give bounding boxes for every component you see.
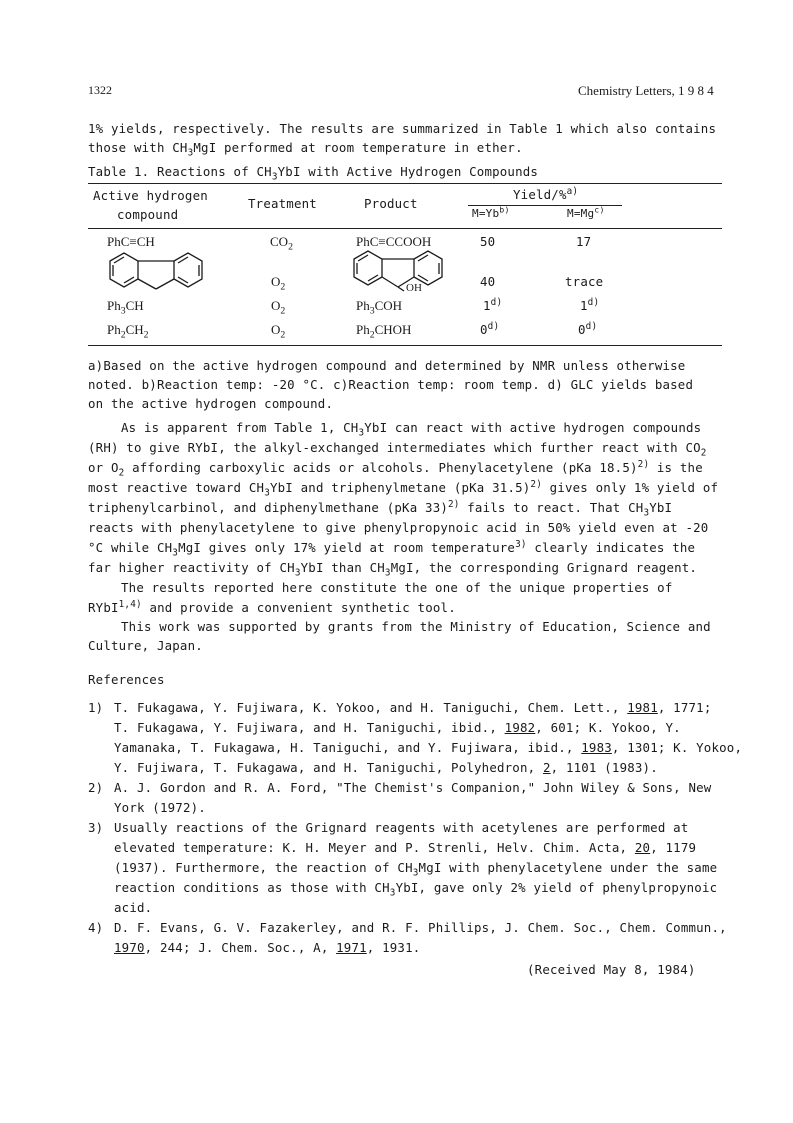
- ref-1-line-3: Yamanaka, T. Fukagawa, H. Taniguchi, and Y. Fujiwara, ibid., 1983, 1301; K. Yokoo,: [114, 740, 743, 755]
- header-active-hydrogen: Active hydrogen: [93, 188, 208, 203]
- header-treatment: Treatment: [248, 196, 317, 211]
- row3-yield-yb: 1$^{d)}$: [483, 296, 503, 313]
- body-p2-line-1: The results reported here constitute the one of the unique properties of: [121, 580, 673, 595]
- table-note-2: noted. b)Reaction temp: -20 °C. c)Reaction temp: room temp. d) GLC yields based: [88, 377, 694, 392]
- row1-treatment: $CO_2$: [270, 234, 293, 253]
- row3-product: $Ph_3COH$: [356, 298, 403, 317]
- header-yield: Yield/%$^{a)}$: [513, 185, 579, 202]
- body-p1-line-4: most reactive toward $CH_3YbI$ and triphenylmetane (pKa 31.5)$^{2)}$ gives only 1% yield of: [88, 478, 719, 499]
- intro-line-2: those with $CH_3MgI$ performed at room temperature in ether.: [88, 140, 523, 159]
- ref-2-number: 2): [88, 780, 104, 795]
- ref-3-line-4: reaction conditions as those with $CH_3YbI$, gave only 2% yield of phenylpropynoic: [114, 880, 718, 899]
- table-note-3: on the active hydrogen compound.: [88, 396, 334, 411]
- ref-4-line-2: 1970, 244; J. Chem. Soc., A, 1971, 1931.: [114, 940, 421, 955]
- header-product: Product: [364, 196, 418, 211]
- received-date: (Received May 8, 1984): [527, 962, 696, 977]
- header-m-yb: $M=Yb^{b)}$: [472, 204, 510, 220]
- row4-treatment: $O_2$: [271, 322, 286, 341]
- ref-3-line-5: acid.: [114, 900, 153, 915]
- body-p1-line-2: (RH) to give RYbI, the alkyl-exchanged intermediates which further react with $CO_2$: [88, 440, 707, 459]
- ref-1-line-2: T. Fukagawa, Y. Fujiwara, and H. Taniguchi, ibid., 1982, 601; K. Yokoo, Y.: [114, 720, 681, 735]
- row4-yield-yb: 0$^{d)}$: [480, 320, 500, 337]
- body-p3-line-1: This work was supported by grants from the Ministry of Education, Science and: [121, 619, 711, 634]
- row2-yield-mg: trace: [565, 274, 604, 289]
- row2-product-oh: OH: [406, 282, 422, 294]
- row4-compound: $Ph_2CH_2$: [107, 322, 149, 341]
- body-p1-line-1: As is apparent from Table 1, $CH_3YbI$ can react with active hydrogen compounds: [121, 420, 702, 439]
- row2-yield-yb: 40: [480, 274, 496, 289]
- ref-1-line-1: T. Fukagawa, Y. Fujiwara, K. Yokoo, and H. Taniguchi, Chem. Lett., 1981, 1771;: [114, 700, 712, 715]
- ref-4-number: 4): [88, 920, 104, 935]
- row3-compound: $Ph_3CH$: [107, 298, 144, 317]
- table-note-1: a)Based on the active hydrogen compound and determined by NMR unless otherwise: [88, 358, 686, 373]
- body-p1-line-5: triphenylcarbinol, and diphenylmethane (pKa 33)$^{2)}$ fails to react. That $CH_3YbI$: [88, 498, 673, 519]
- body-p1-line-3: or $O_2$ affording carboxylic acids or alcohols. Phenylacetylene (pKa 18.5)$^{2)}$ is the: [88, 458, 703, 479]
- body-p1-line-6: reacts with phenylacetylene to give phenylpropynoic acid in 50% yield even at -20: [88, 520, 709, 535]
- row1-product: PhC≡CCOOH: [356, 234, 432, 249]
- header-m-mg: $M=Mg^{c)}$: [567, 204, 605, 220]
- row1-compound: PhC≡CH: [107, 234, 155, 249]
- body-p1-line-8: far higher reactivity of $CH_3YbI$ than $CH_3MgI$, the corresponding Grignard reagent.: [88, 560, 698, 579]
- journal-running-head: Chemistry Letters, 1 9 8 4: [578, 83, 714, 98]
- table-top-rule: [88, 183, 722, 184]
- page-number: 1322: [88, 83, 112, 97]
- fluorene-structure: [103, 249, 209, 293]
- row2-treatment: $O_2$: [271, 274, 286, 293]
- row4-product: $Ph_2CHOH$: [356, 322, 412, 341]
- header-compound: compound: [117, 207, 179, 222]
- ref-2-line-1: A. J. Gordon and R. A. Ford, "The Chemist's Companion," John Wiley & Sons, New: [114, 780, 712, 795]
- table-bottom-rule: [88, 345, 722, 346]
- table-header-rule: [88, 228, 722, 229]
- body-p2-line-2: RYbI$^{1,4)}$ and provide a convenient synthetic tool.: [88, 598, 456, 615]
- body-p1-line-7: °C while $CH_3MgI$ gives only 17% yield at room temperature$^{3)}$ clearly indicates the: [88, 538, 696, 559]
- references-heading: References: [88, 672, 165, 687]
- table-caption: Table 1. Reactions of $CH_3YbI$ with Active Hydrogen Compounds: [88, 164, 539, 183]
- ref-3-line-1: Usually reactions of the Grignard reagents with acetylenes are performed at: [114, 820, 689, 835]
- ref-2-line-2: York (1972).: [114, 800, 206, 815]
- intro-line-1: 1% yields, respectively. The results are summarized in Table 1 which also contains: [88, 121, 717, 136]
- ref-3-line-2: elevated temperature: K. H. Meyer and P. Strenli, Helv. Chim. Acta, 20, 1179: [114, 840, 697, 855]
- body-p3-line-2: Culture, Japan.: [88, 638, 203, 653]
- row3-yield-mg: 1$^{d)}$: [580, 296, 600, 313]
- ref-1-number: 1): [88, 700, 104, 715]
- ref-1-line-4: Y. Fujiwara, T. Fukagawa, and H. Taniguchi, Polyhedron, 2, 1101 (1983).: [114, 760, 658, 775]
- row3-treatment: $O_2$: [271, 298, 286, 317]
- ref-3-line-3: (1937). Furthermore, the reaction of $CH_3MgI$ with phenylacetylene under the same: [114, 860, 718, 879]
- ref-3-number: 3): [88, 820, 104, 835]
- fluorenol-structure: [348, 247, 460, 293]
- ref-4-line-1: D. F. Evans, G. V. Fazakerley, and R. F. Phillips, J. Chem. Soc., Chem. Commun.,: [114, 920, 727, 935]
- row4-yield-mg: 0$^{d)}$: [578, 320, 598, 337]
- row1-yield-yb: 50: [480, 234, 496, 249]
- row1-yield-mg: 17: [576, 234, 592, 249]
